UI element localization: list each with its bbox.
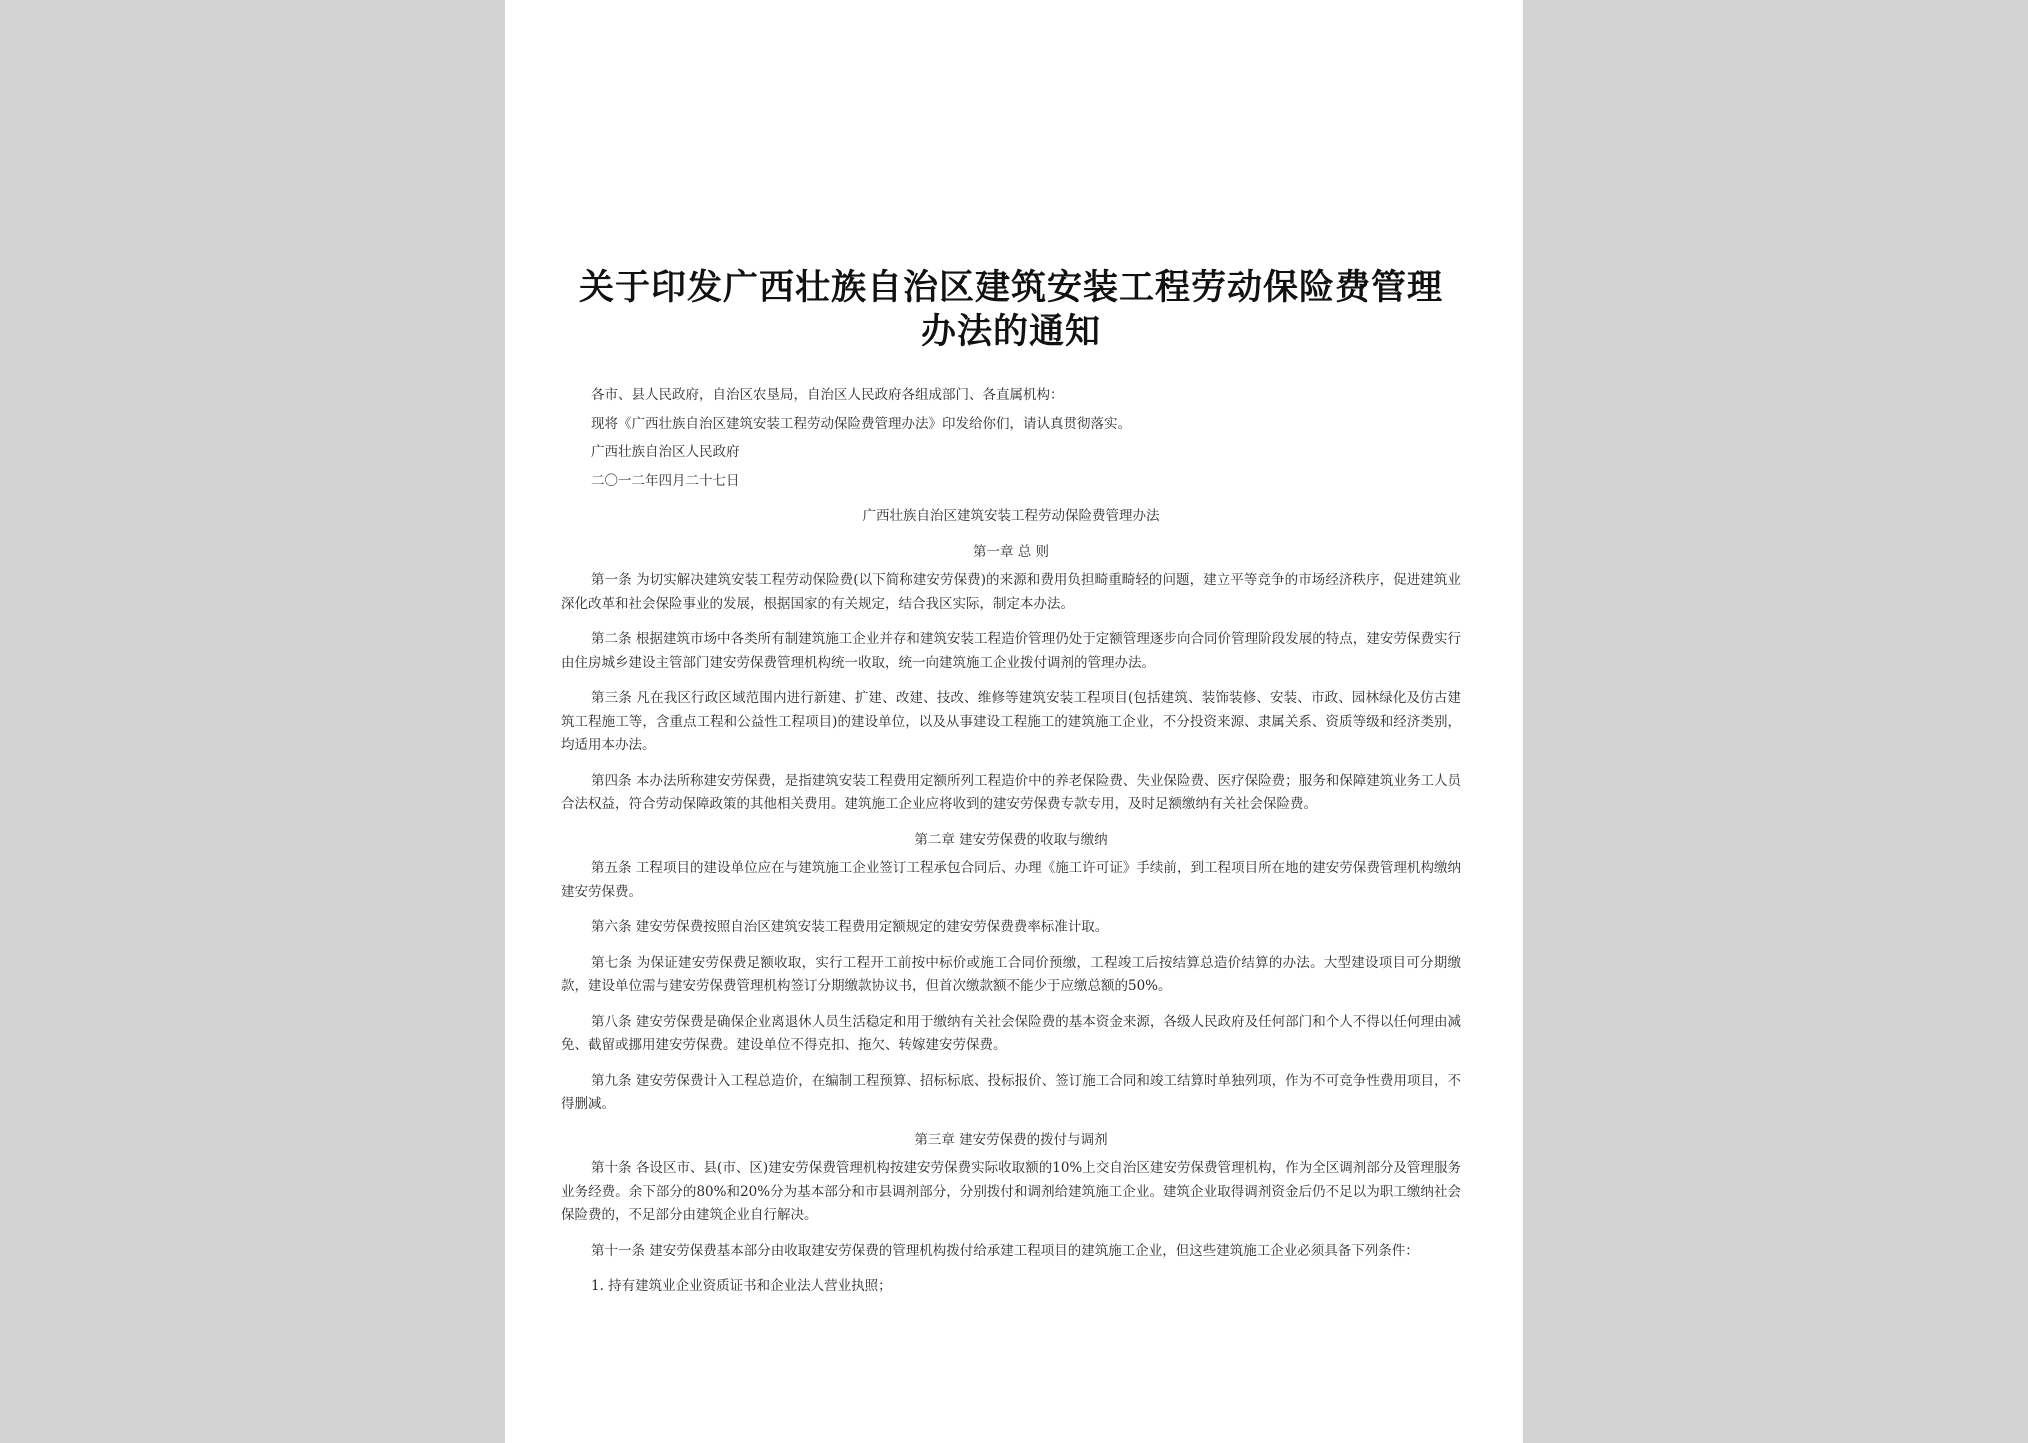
salutation: 各市、县人民政府，自治区农垦局，自治区人民政府各组成部门、各直属机构： bbox=[591, 387, 1064, 403]
article-8: 第八条 建安劳保费是确保企业离退休人员生活稳定和用于缴纳有关社会保险费的基本资金来源，各级人民政府及任何部门和个人不得以任何理由减免、截留或挪用建安劳保费。建设单位不得克扣、拖欠、转嫁建安劳保费。 bbox=[561, 1013, 1461, 1053]
issuer: 广西壮族自治区人民政府 bbox=[591, 444, 740, 460]
article-1: 第一条 为切实解决建筑安装工程劳动保险费(以下简称建安劳保费)的来源和费用负担畸重畸轻的问题，建立平等竞争的市场经济秩序，促进建筑业深化改革和社会保险事业的发展，根据国家的有关规定，结合我区实际，制定本办法。 bbox=[561, 572, 1461, 612]
article-3: 第三条 凡在我区行政区域范围内进行新建、扩建、改建、技改、维修等建筑安装工程项目(包括建筑、装饰装修、安装、市政、园林绿化及仿古建筑工程施工等，含重点工程和公益性工程项目)的建设单位，以及从事建设工程施工的建筑施工企业，不分投资来源、隶属关系、资质等级和经济类别，均适用本办法。 bbox=[561, 690, 1461, 753]
article-11: 第十一条 建安劳保费基本部分由收取建安劳保费的管理机构拨付给承建工程项目的建筑施工企业，但这些建筑施工企业必须具备下列条件： bbox=[591, 1242, 1419, 1259]
title-line-1: 关于印发广西壮族自治区建筑安装工程劳动保险费管理 bbox=[578, 268, 1443, 308]
article-5: 第五条 工程项目的建设单位应在与建筑施工企业签订工程承包合同后、办理《施工许可证》手续前，到工程项目所在地的建安劳保费管理机构缴纳建安劳保费。 bbox=[561, 860, 1461, 900]
chapter-heading: 第一章 总 则 bbox=[972, 543, 1050, 560]
document-page bbox=[505, 0, 1523, 1443]
article-6: 第六条 建安劳保费按照自治区建筑安装工程费用定额规定的建安劳保费费率标准计取。 bbox=[591, 919, 1109, 935]
rules-title: 广西壮族自治区建筑安装工程劳动保险费管理办法 bbox=[862, 508, 1160, 524]
article-9: 第九条 建安劳保费计入工程总造价，在编制工程预算、招标标底、投标报价、签订施工合同和竣工结算时单独列项，作为不可竞争性费用项目，不得删减。 bbox=[561, 1072, 1461, 1112]
document-body bbox=[561, 384, 1461, 1299]
document-title bbox=[561, 266, 1461, 354]
article-2: 第二条 根据建筑市场中各类所有制建筑施工企业并存和建筑安装工程造价管理仍处于定额管理逐步向合同价管理阶段发展的特点，建安劳保费实行由住房城乡建设主管部门建安劳保费管理机构统一收取，统一向建筑施工企业拨付调剂的管理办法。 bbox=[561, 631, 1461, 671]
intro-paragraph: 现将《广西壮族自治区建筑安装工程劳动保险费管理办法》印发给你们，请认真贯彻落实。 bbox=[591, 415, 1131, 432]
article-10: 第十条 各设区市、县(市、区)建安劳保费管理机构按建安劳保费实际收取额的10%上交自治区建安劳保费管理机构，作为全区调剂部分及管理服务业务经费。余下部分的80%和20%分为基本部分和市县调剂部分，分别拨付和调剂给建筑施工企业。建筑企业取得调剂资金后仍不足以为职工缴纳社会保险费的，不足部分由建筑企业自行解决。 bbox=[561, 1160, 1461, 1223]
title-line-2: 办法的通知 bbox=[920, 312, 1101, 352]
chapter-heading: 第三章 建安劳保费的拨付与调剂 bbox=[914, 1131, 1108, 1148]
chapter-heading: 第二章 建安劳保费的收取与缴纳 bbox=[914, 831, 1108, 848]
article-7: 第七条 为保证建安劳保费足额收取，实行工程开工前按中标价或施工合同价预缴，工程竣工后按结算总造价结算的办法。大型建设项目可分期缴款，建设单位需与建安劳保费管理机构签订分期缴款协议书，但首次缴款额不能少于应缴总额的50%。 bbox=[561, 954, 1461, 994]
article-4: 第四条 本办法所称建安劳保费，是指建筑安装工程费用定额所列工程造价中的养老保险费、失业保险费、医疗保险费；服务和保障建筑业务工人员合法权益，符合劳动保障政策的其他相关费用。建筑施工企业应将收到的建安劳保费专款专用，及时足额缴纳有关社会保险费。 bbox=[561, 772, 1461, 812]
list-item: 1. 持有建筑业企业资质证书和企业法人营业执照； bbox=[591, 1278, 892, 1294]
issue-date: 二〇一二年四月二十七日 bbox=[591, 472, 740, 489]
